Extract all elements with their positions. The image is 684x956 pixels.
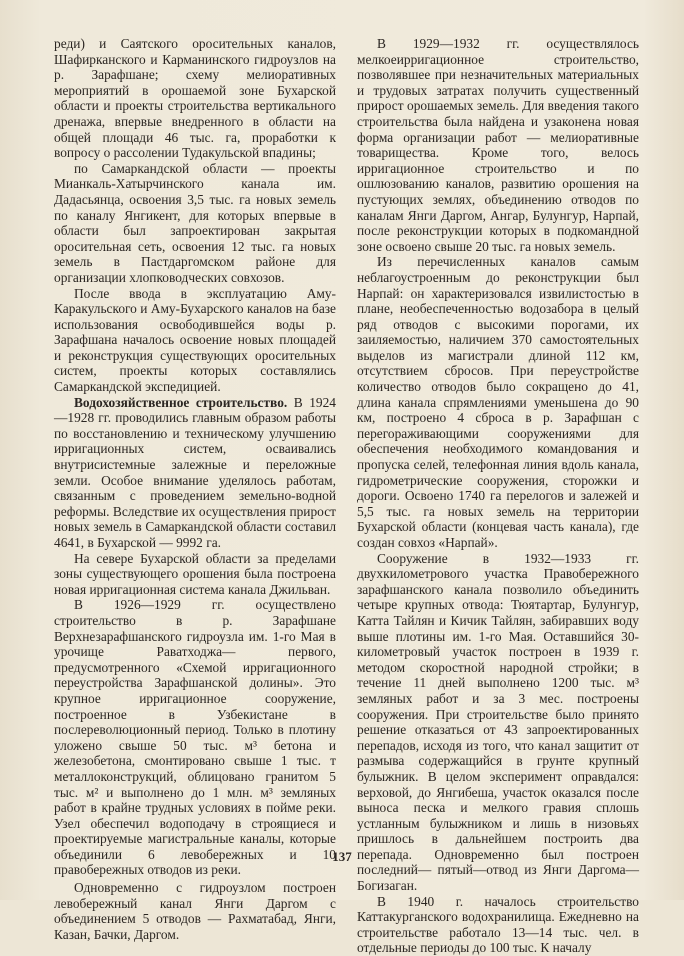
paragraph: В 1940 г. началось строительство Каттакурганского водохранилища. Ежедневно на строительстве работало 13—14 тыс. чел. в отдельные периоды до 100 тыс. К началу (357, 893, 639, 956)
paragraph: Сооружение в 1932—1933 гг. двухкилометрового участка Правобережного зарафшанского канала позволило объединить четыре крупных отвода: Тюятартар, Булунгур, Катта Тайлян и Кичик Тайлян, забиравших воду выше плотины им. 1-го Мая. Оставшийся 30-километровый участок построен в 1939 г. методом скоростной народной стройки; в течение 11 дней выполнено 1200 тыс. м³ земляных работ и за 3 мес. построены сооружения. При строительстве было принято решение отказаться от 43 запроектированных перепадов, исходя из того, что канал защитит от размыва содержащийся в грунте крупный булыжник. В целом эксперимент оправдался: верховой, до Янгибеша, участок оказался после выноса песка и мелкого гравия сплошь устланным булыжником и лишь в низовьях пришлось в дальнейшем построить два перепада. Одновременно был построен последний— пятый—отвод из Янги Даргома—Богизаган. (357, 550, 639, 894)
page-number: 137 (332, 849, 352, 864)
paragraph: На севере Бухарской области за пределами зоны существующего орошения была построена новая ирригационная система канала Джильван. (54, 550, 336, 597)
left-column (54, 36, 336, 942)
paragraph: Из перечисленных каналов самым неблагоустроенным до реконструкции был Нарпай: он характеризовался извилистостью в плане, необеспеченностью водозабора в целый ряд отводов с высокими порогами, их заиляемостью, наличием 370 самостоятельных выделов из магистрали длиной 112 км, отсутствием сбросов. При переустройстве количество отводов было сокращено до 41, длина канала спрямлениями уменьшена до 90 км, построено 4 сброса в р. Зарафшан с перегораживающими сооружениями для обеспечения необходимого командования и пропуска селей, телефонная линия вдоль канала, гидрометрические сооружения, сторожки и дороги. Освоено 1740 га перелогов и залежей и 5,5 тыс. га новых земель на территории Бухарской области (концевая часть канала), где создан совхоз «Нарпай». (357, 254, 639, 550)
section-heading: Водохозяйственное строительство. (74, 394, 288, 410)
paragraph: После ввода в эксплуатацию Аму-Каракульского и Аму-Бухарского каналов на базе использования освободившейся воды р. Зарафшана началось освоение новых площадей и реконструкция существующих оросительных систем, проекты которых составлялись Самаркандской экспедицией. (54, 285, 336, 395)
paragraph: В 1929—1932 гг. осуществлялось мелкоеирригационное строительство, позволявшее при незначительных материальных и трудовых затратах получить существенный прирост орошаемых земель. Для введения такого строительства была найдена и узаконена новая форма организации работ — мелиоративные товарищества. Кроме того, велось ирригационное строительство и по ошлюзованию каналов, развитию орошения на пустующих землях, объединению отводов по каналам Янги Даргом, Ангар, Булунгур, Нарпай, после реконструкции которых в подкомандной зоне освоено свыше 20 тыс. га новых земель. (357, 36, 639, 254)
paragraph: реди) и Саятского оросительных каналов, Шафирканского и Карманинского гидроузлов на р. Зарафшане; схему мелиоративных мероприятий в орошаемой зоне Бухарской области и проекты строительства вертикального дренажа, впервые внедренного в области на общей площади 46 тыс. га, проработки к вопросу о рассолении Тудакульской впадины; (54, 36, 336, 161)
right-column (357, 36, 639, 956)
paragraph: В 1926—1929 гг. осуществлено строительство в р. Зарафшане Верхнезарафшанского гидроузла им. 1-го Мая в урочище Раватходжа— первого, предусмотренного «Схемой ирригационного переустройства Зарафшанской долины». Это крупное ирригационное сооружение, построенное в Узбекистане в послереволюционный период. Только в плотину уложено свыше 50 тыс. м³ бетона и железобетона, смонтировано свыше 1 тыс. т металлоконструкций, облицовано гранитом 5 тыс. м² и выполнено до 1 млн. м³ земляных работ в крайне трудных условиях в пойме реки. Узел обеспечил водоподачу в строящиеся и проектируемые магистральные каналы, которые объединили 6 левобережных и 10 правобережных отводов из реки. (54, 597, 336, 878)
paragraph: по Самаркандской области — проекты Мианкаль-Хатырчинского канала им. Дадасьянца, освоения 3,5 тыс. га новых земель по каналу Янгикент, для которых впервые в области был запроектирован закрытая оросительная сеть, освоения 12 тыс. га новых земель в Пастдаргомском районе для организации хлопководческих совхозов. (54, 160, 336, 285)
paragraph-text: В 1924—1928 гг. проводились главным образом работы по восстановлению и техническому улучшению ирригационных систем, осваивались внутрисистемные залежные и переложные земли. Особое внимание уделялось работам, связанным с проведением земельно-водной реформы. Вследствие их осуществления прирост новых земель в Самаркандской области составил 4641, в Бухарской — 9992 га. (54, 394, 336, 550)
paragraph (54, 395, 336, 551)
paragraph: Одновременно с гидроузлом построен левобережный канал Янги Даргом с объединением 5 отводов — Рахматабад, Янги, Казан, Бачки, Даргом. (54, 880, 336, 942)
